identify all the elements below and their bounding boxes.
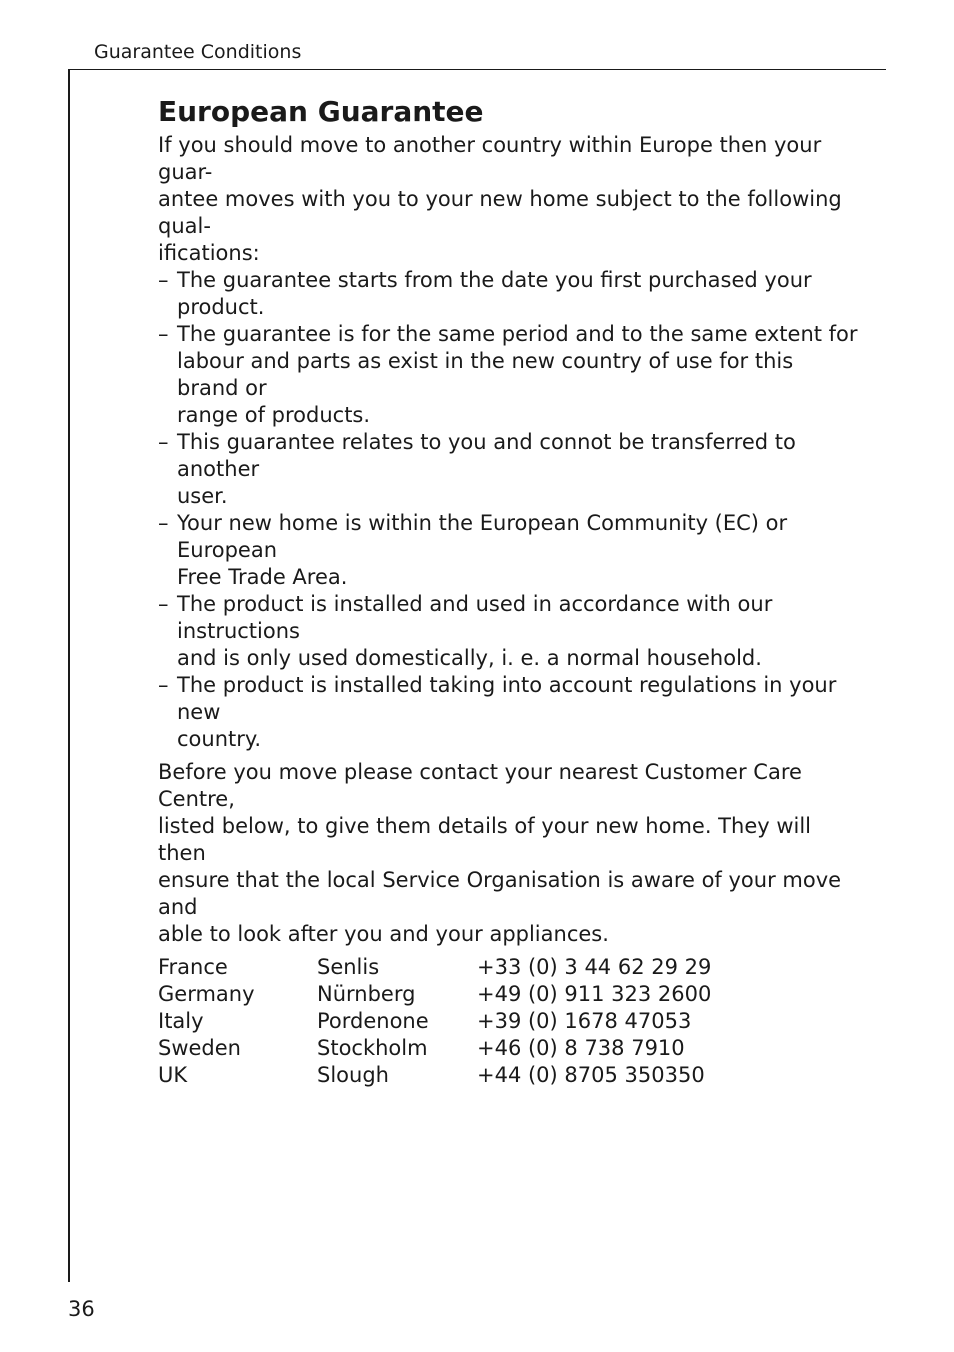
list-item-line: and is only used domestically, i. e. a normal household. [177, 646, 762, 670]
list-item-line: The product is installed taking into account regulations in your new [177, 673, 837, 724]
intro-paragraph [158, 132, 858, 267]
page-content [158, 94, 858, 1089]
contact-intro-line: able to look after you and your appliances. [158, 922, 609, 946]
list-item-line: range of products. [177, 403, 371, 427]
contact-intro-line: listed below, to give them details of your new home. They will then [158, 814, 812, 865]
header-rule [68, 69, 886, 70]
list-item-line: labour and parts as exist in the new country of use for this brand or [177, 349, 794, 400]
contact-city: Senlis [317, 955, 380, 979]
dash-bullet: – [158, 511, 169, 535]
contact-city: Nürnberg [317, 982, 416, 1006]
table-row [158, 954, 858, 981]
list-item-line: The guarantee starts from the date you first purchased your product. [177, 268, 812, 319]
table-row [158, 1062, 858, 1089]
dash-bullet: – [158, 268, 169, 292]
contact-city: Stockholm [317, 1036, 428, 1060]
dash-bullet: – [158, 592, 169, 616]
contact-country: Germany [158, 982, 255, 1006]
list-item-line: Your new home is within the European Community (EC) or European [177, 511, 788, 562]
list-item-line: Free Trade Area. [177, 565, 348, 589]
table-row [158, 981, 858, 1008]
contact-phone: +33 (0) 3 44 62 29 29 [477, 955, 712, 979]
list-item-line: The product is installed and used in accordance with our instructions [177, 592, 773, 643]
table-row [158, 1035, 858, 1062]
list-item-line: This guarantee relates to you and connot be transferred to another [177, 430, 796, 481]
contact-country: Italy [158, 1009, 204, 1033]
dash-bullet: – [158, 322, 169, 346]
contact-phone: +46 (0) 8 738 7910 [477, 1036, 685, 1060]
contact-intro-line: Before you move please contact your nearest Customer Care Centre, [158, 760, 802, 811]
list-item [158, 429, 858, 510]
contact-country: Sweden [158, 1036, 241, 1060]
intro-line: antee moves with you to your new home subject to the following qual- [158, 187, 842, 238]
contact-phone: +44 (0) 8705 350350 [477, 1063, 705, 1087]
qualifications-list [158, 267, 858, 753]
margin-rule [68, 69, 70, 1282]
section-title: European Guarantee [158, 95, 484, 128]
list-item-line: country. [177, 727, 261, 751]
list-item [158, 672, 858, 753]
list-item-line: The guarantee is for the same period and to the same extent for [177, 322, 858, 346]
table-row [158, 1008, 858, 1035]
contact-intro-line: ensure that the local Service Organisation is aware of your move and [158, 868, 842, 919]
contact-intro-paragraph [158, 759, 858, 948]
contact-city: Slough [317, 1063, 389, 1087]
list-item [158, 591, 858, 672]
contact-country: France [158, 955, 228, 979]
contact-phone: +49 (0) 911 323 2600 [477, 982, 712, 1006]
contact-phone: +39 (0) 1678 47053 [477, 1009, 692, 1033]
list-item [158, 267, 858, 321]
contact-city: Pordenone [317, 1009, 429, 1033]
intro-line: If you should move to another country within Europe then your guar- [158, 133, 822, 184]
intro-line: ifications: [158, 241, 260, 265]
dash-bullet: – [158, 673, 169, 697]
page-number: 36 [68, 1297, 95, 1321]
running-header: Guarantee Conditions [94, 41, 302, 63]
contact-country: UK [158, 1063, 188, 1087]
dash-bullet: – [158, 430, 169, 454]
list-item [158, 321, 858, 429]
list-item-line: user. [177, 484, 228, 508]
list-item [158, 510, 858, 591]
contact-table [158, 954, 858, 1089]
